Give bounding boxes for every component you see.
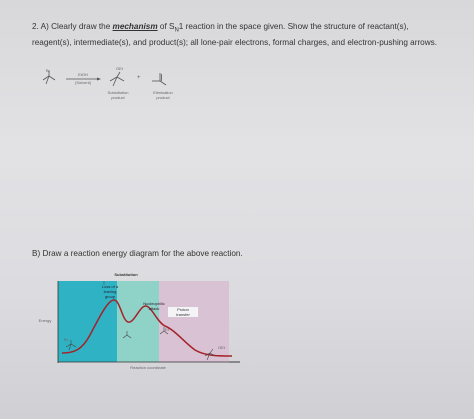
reagent-label: EtOH (78, 72, 88, 77)
q2a-suffix: 1 reaction in the space given. Show the structure of reactant(s), reagent(s), intermediate(s), and product(s); all lone-pair electrons, formal charges, and electron-pushing arrows. (32, 22, 438, 47)
step-3-label-line2: transfer (168, 312, 198, 317)
energy-product-oet: OEt (218, 345, 225, 350)
step-2-label-line2: attack (148, 306, 160, 311)
solvent-label: (Solvent) (74, 80, 91, 85)
elimination-label-2: product (156, 95, 170, 100)
q2a-emphasis: mechanism (112, 22, 158, 31)
q2a-middle: of S (157, 22, 175, 31)
step-1-label-line1: Loss of a (101, 284, 119, 289)
energy-diagram-title: Substitution (114, 272, 138, 277)
step-1-label-line2: leaving (103, 289, 117, 294)
substitution-label-2: product (111, 95, 125, 100)
question-2b: B) Draw a reaction energy diagram for the above reaction. (32, 249, 243, 258)
q2a-prefix: 2. A) Clearly draw the (32, 22, 113, 31)
step-3-label-line1: Proton (168, 307, 198, 312)
step-1-label-line3: group (104, 294, 116, 299)
reaction-coordinate-label: Reaction coordinate (130, 365, 166, 370)
energy-reactant-br: Br (64, 337, 68, 342)
elimination-label-1: Elimination (153, 90, 173, 95)
reactant-br-label: Br (46, 68, 50, 73)
q2a-subscript: N (174, 27, 179, 34)
plus-sign: + (137, 75, 141, 81)
energy-axis-label: Energy (38, 318, 52, 323)
oxonium-et-label: Et (165, 327, 169, 332)
substitution-label-1: Substitution (107, 90, 129, 95)
step-2-label-line1: Nucleophilic (143, 301, 165, 306)
substitution-oet-label: OEt (116, 66, 123, 71)
